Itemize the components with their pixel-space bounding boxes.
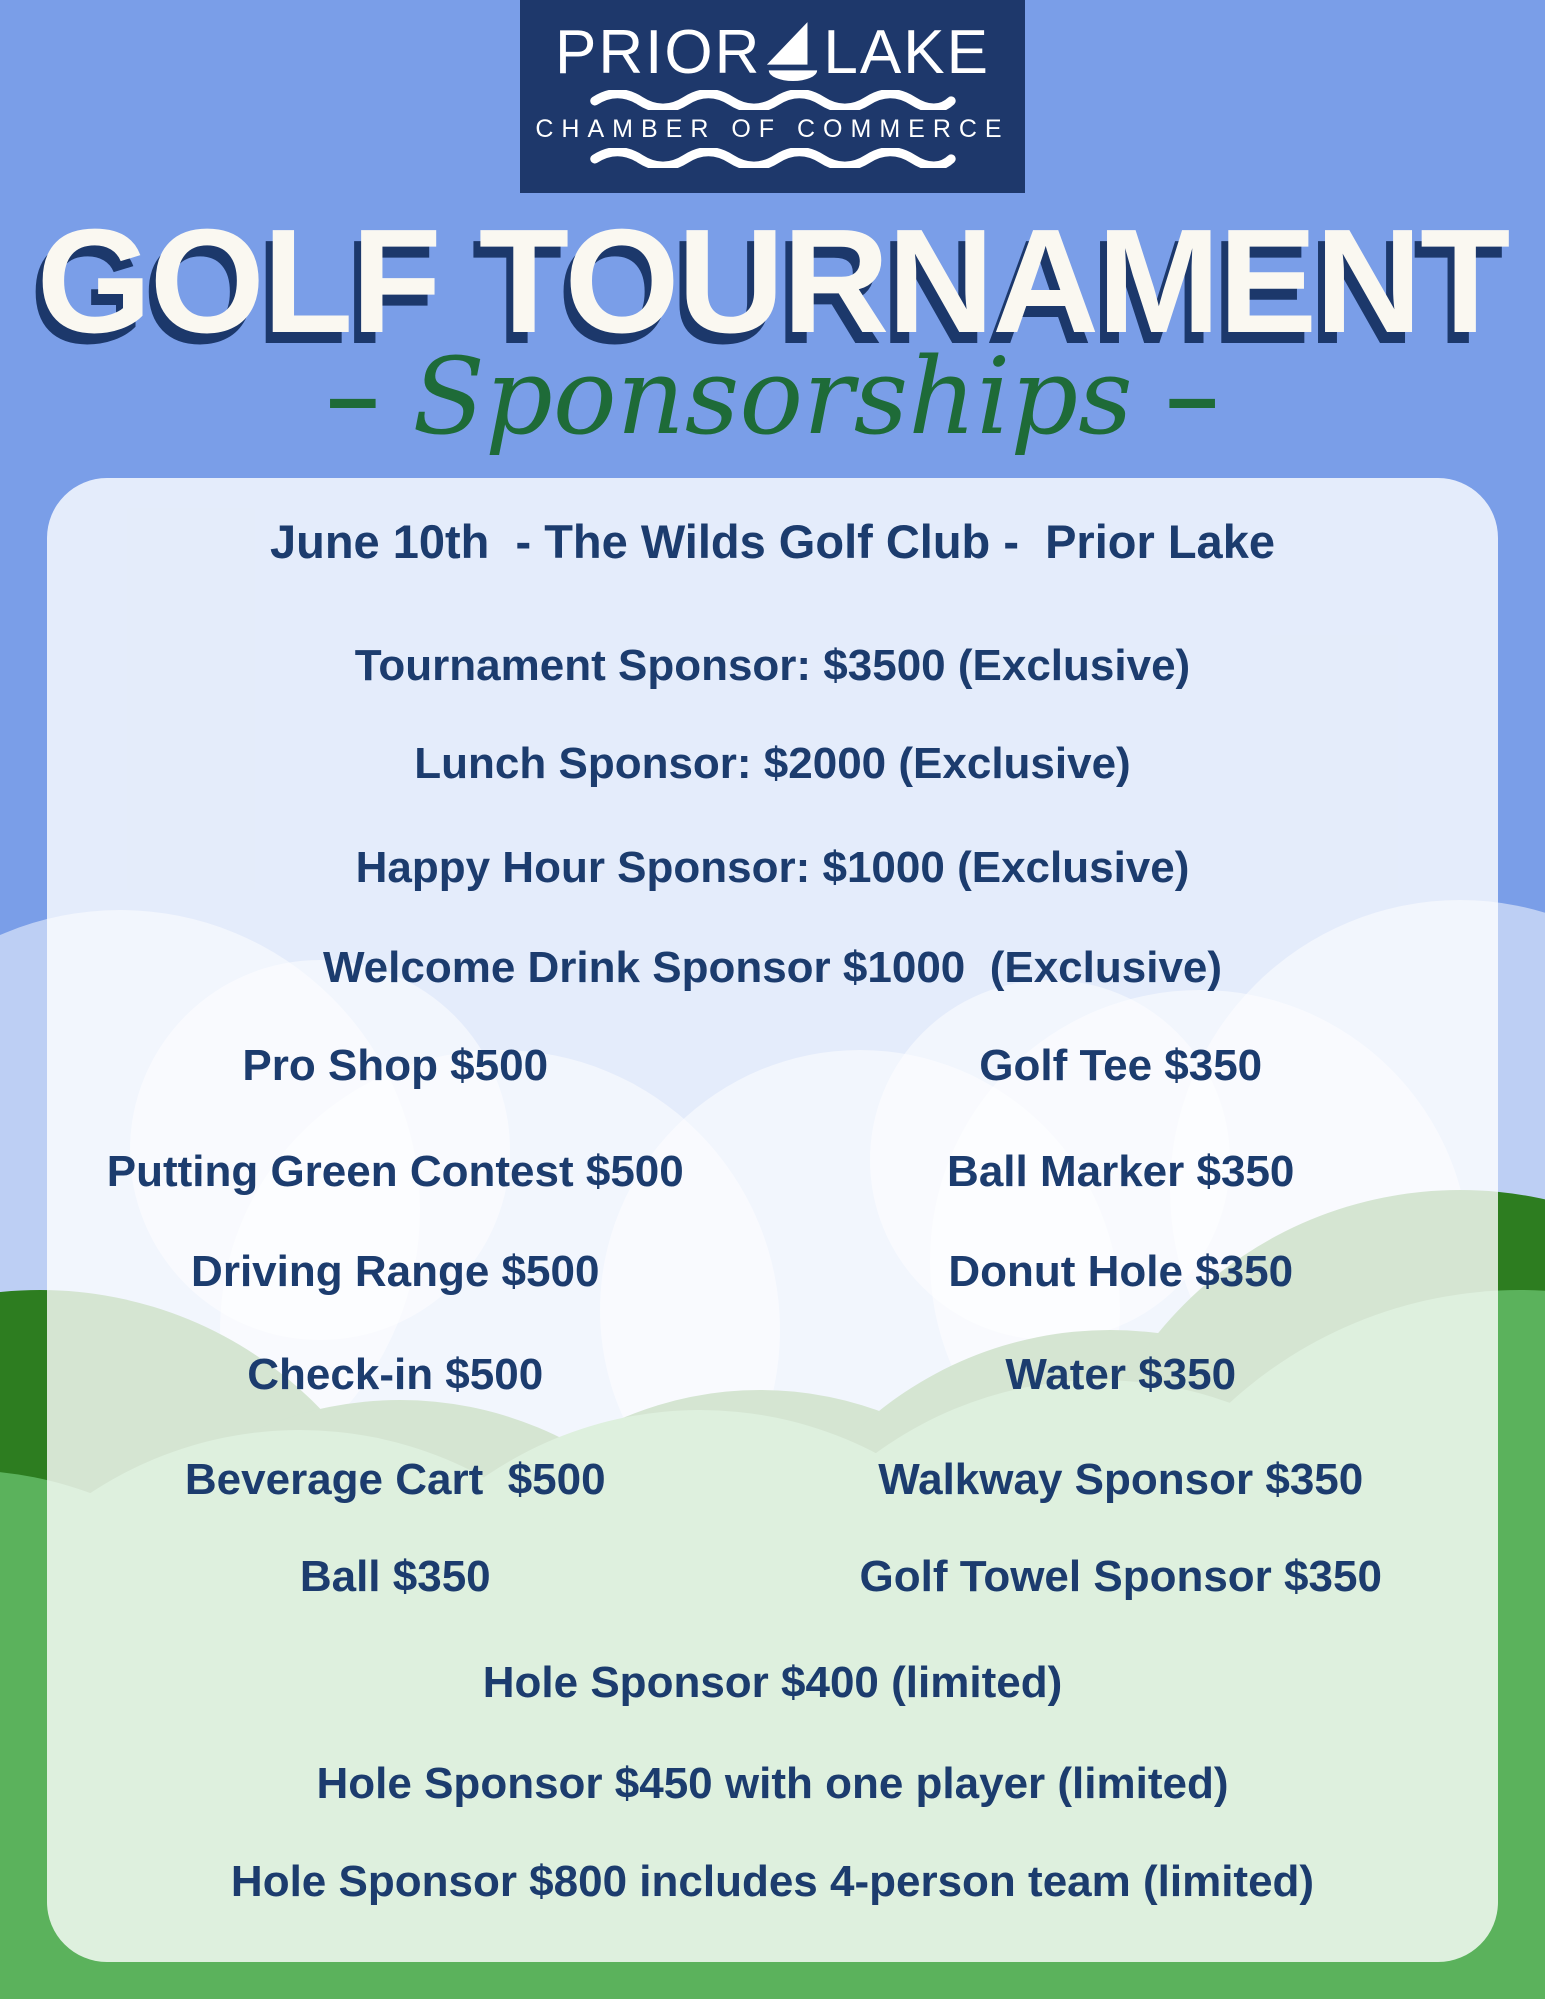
sponsor-item-golf-tee: Golf Tee $350: [979, 1041, 1263, 1090]
sponsor-item-golf-towel: Golf Towel Sponsor $350: [859, 1552, 1382, 1601]
sponsor-line-tournament: Tournament Sponsor: $3500 (Exclusive): [354, 641, 1191, 690]
sponsor-grid-row: [47, 1541, 1498, 1613]
sponsor-grid-row: [47, 1236, 1498, 1308]
poster-subtitle: Sponsorships: [412, 335, 1133, 458]
sponsor-item-ball-marker: Ball Marker $350: [947, 1147, 1295, 1196]
sponsor-line-welcome-drink: Welcome Drink Sponsor $1000 (Exclusive): [322, 943, 1223, 992]
dash-left: –: [327, 346, 379, 448]
sponsor-grid-row: [47, 1030, 1498, 1102]
dash-right: –: [1166, 346, 1218, 448]
logo-word-prior: PRIOR: [555, 18, 762, 87]
sponsor-grid-row: [47, 1339, 1498, 1411]
sponsor-line-happy-hour: Happy Hour Sponsor: $1000 (Exclusive): [355, 843, 1190, 892]
hole-sponsor-line-450: Hole Sponsor $450 with one player (limited): [316, 1759, 1229, 1808]
wave-divider-icon: [577, 90, 969, 110]
wave-divider-icon: [577, 148, 969, 168]
hole-sponsor-line-800: Hole Sponsor $800 includes 4-person team (limited): [230, 1857, 1315, 1906]
sponsor-item-check-in: Check-in $500: [247, 1350, 544, 1399]
sponsor-item-beverage-cart: Beverage Cart $500: [184, 1455, 606, 1504]
poster-subtitle-row: [0, 322, 1545, 472]
chamber-logo: [520, 0, 1025, 193]
sponsor-item-ball: Ball $350: [299, 1552, 491, 1601]
sponsor-line-lunch: Lunch Sponsor: $2000 (Exclusive): [414, 739, 1131, 788]
sponsor-item-driving-range: Driving Range $500: [191, 1247, 600, 1296]
sponsor-item-walkway: Walkway Sponsor $350: [878, 1455, 1364, 1504]
hole-sponsor-line-400: Hole Sponsor $400 (limited): [482, 1658, 1063, 1707]
poster-title: GOLF TOURNAMENT: [36, 199, 1509, 364]
sponsor-item-donut-hole: Donut Hole $350: [948, 1247, 1294, 1296]
logo-subtitle: CHAMBER OF COMMERCE: [535, 115, 1010, 143]
sponsor-item-water: Water $350: [1005, 1350, 1237, 1399]
logo-word-lake: LAKE: [823, 18, 990, 87]
sponsor-grid-row: [47, 1136, 1498, 1208]
sponsor-grid-row: [47, 1444, 1498, 1516]
sailboat-icon: [763, 20, 821, 86]
event-date-line: June 10th - The Wilds Golf Club - Prior Lake: [270, 515, 1275, 568]
logo-wordmark: [555, 20, 990, 86]
sponsor-item-putting-green: Putting Green Contest $500: [106, 1147, 684, 1196]
sponsor-item-pro-shop: Pro Shop $500: [242, 1041, 549, 1090]
